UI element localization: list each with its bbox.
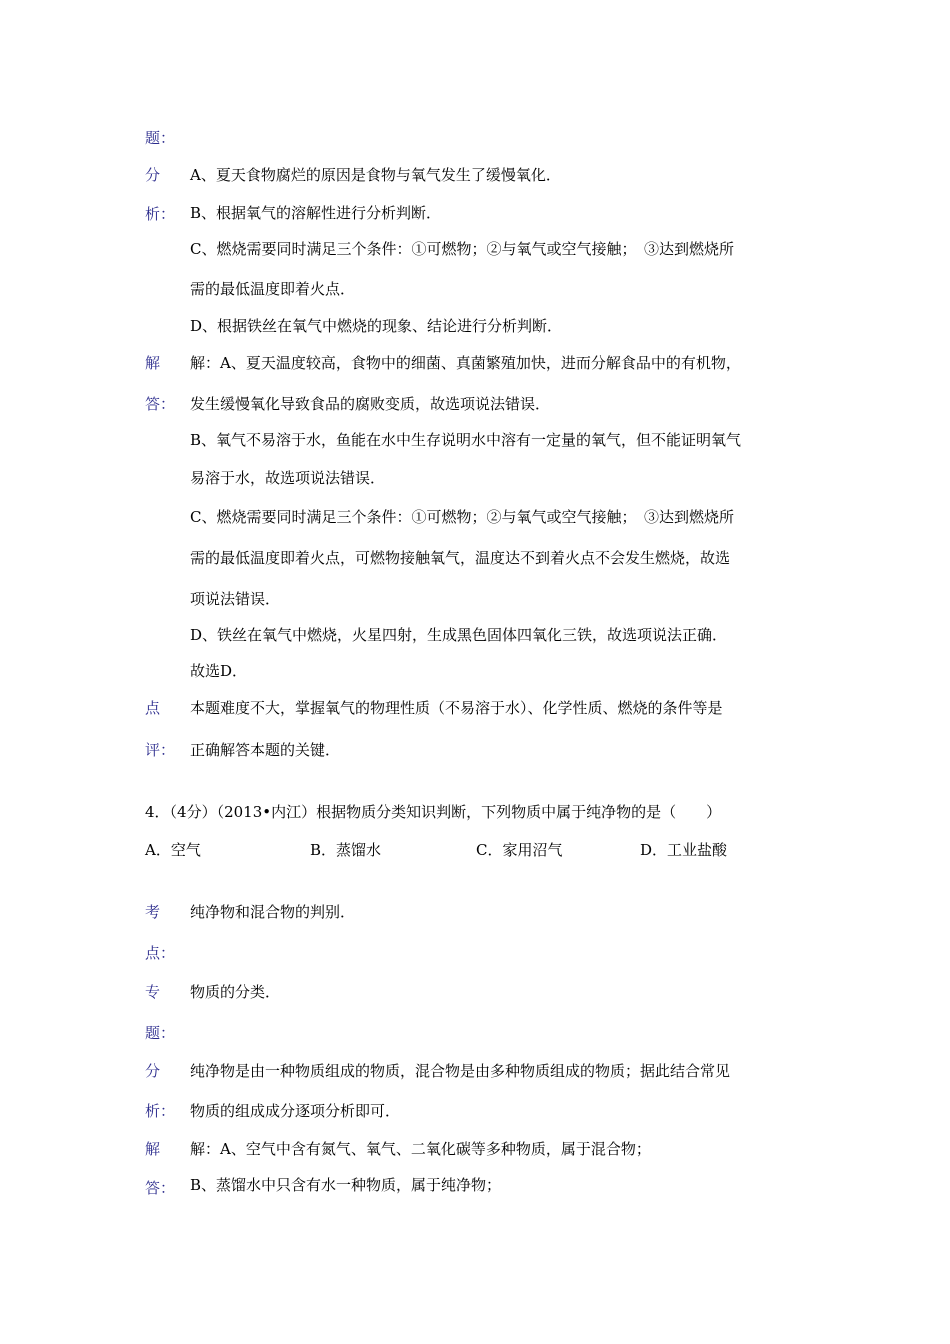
kaodian-text: 纯净物和混合物的判别．: [190, 903, 356, 921]
analysis-line: D、根据铁丝在氧气中燃烧的现象、结论进行分析判断．: [190, 317, 563, 335]
label-dian: 点: [145, 699, 161, 717]
label-jie: 解: [145, 1140, 161, 1158]
analysis-line: 纯净物是由一种物质组成的物质，混合物是由多种物质组成的物质；据此结合常见: [190, 1062, 731, 1080]
answer-line: 需的最低温度即着火点，可燃物接触氧气，温度达不到着火点不会发生燃烧，故选: [190, 549, 731, 567]
answer-line: B、蒸馏水中只含有水一种物质，属于纯净物；: [190, 1176, 502, 1194]
answer-line: 项说法错误．: [190, 590, 281, 608]
label-zhuan: 专: [145, 983, 161, 1001]
answer-line: B、氧气不易溶于水，鱼能在水中生存说明水中溶有一定量的氧气，但不能证明氧气: [190, 431, 742, 449]
analysis-line: 物质的组成成分逐项分析即可．: [190, 1102, 401, 1120]
analysis-line: 需的最低温度即着火点．: [190, 280, 356, 298]
answer-line: 解：A、夏天温度较高，食物中的细菌、真菌繁殖加快，进而分解食品中的有机物，: [190, 354, 741, 372]
label-fen: 分: [145, 1062, 161, 1080]
label-kao: 考: [145, 903, 161, 921]
answer-line: C、燃烧需要同时满足三个条件：①可燃物；②与氧气或空气接触； ③达到燃烧所: [190, 508, 734, 526]
label-ti: 题：: [145, 1024, 176, 1042]
label-jie: 解: [145, 354, 161, 372]
label-da: 答：: [145, 1179, 176, 1197]
answer-line: 故选D．: [190, 662, 248, 680]
answer-line: 解：A、空气中含有氮气、氧气、二氧化碳等多种物质，属于混合物；: [190, 1140, 651, 1158]
analysis-line: C、燃烧需要同时满足三个条件：①可燃物；②与氧气或空气接触； ③达到燃烧所: [190, 240, 734, 258]
comment-line: 正确解答本题的关键．: [190, 741, 341, 759]
label-xi: 析：: [145, 1102, 176, 1120]
label-xi: 析：: [145, 205, 176, 223]
analysis-line: B、根据氧气的溶解性进行分析判断．: [190, 204, 442, 222]
answer-line: 易溶于水，故选项说法错误．: [190, 469, 386, 487]
label-ti: 题：: [145, 129, 176, 147]
label-ping: 评：: [145, 741, 176, 759]
question-stem: 4．（4分）（2013•内江）根据物质分类知识判断，下列物质中属于纯净物的是（ ）: [145, 803, 722, 821]
zhuanti-text: 物质的分类．: [190, 983, 281, 1001]
option-b: B．蒸馏水: [310, 841, 382, 859]
label-da: 答：: [145, 395, 176, 413]
answer-line: D、铁丝在氧气中燃烧，火星四射，生成黑色固体四氧化三铁，故选项说法正确．: [190, 626, 728, 644]
option-d: D．工业盐酸: [640, 841, 728, 859]
label-fen: 分: [145, 166, 161, 184]
option-a: A．空气: [145, 841, 201, 859]
comment-line: 本题难度不大，掌握氧气的物理性质（不易溶于水）、化学性质、燃烧的条件等是: [190, 699, 723, 717]
analysis-line: A、夏天食物腐烂的原因是食物与氧气发生了缓慢氧化．: [190, 166, 561, 184]
answer-line: 发生缓慢氧化导致食品的腐败变质，故选项说法错误．: [190, 395, 551, 413]
label-dian: 点：: [145, 944, 176, 962]
option-c: C．家用沼气: [476, 841, 563, 859]
